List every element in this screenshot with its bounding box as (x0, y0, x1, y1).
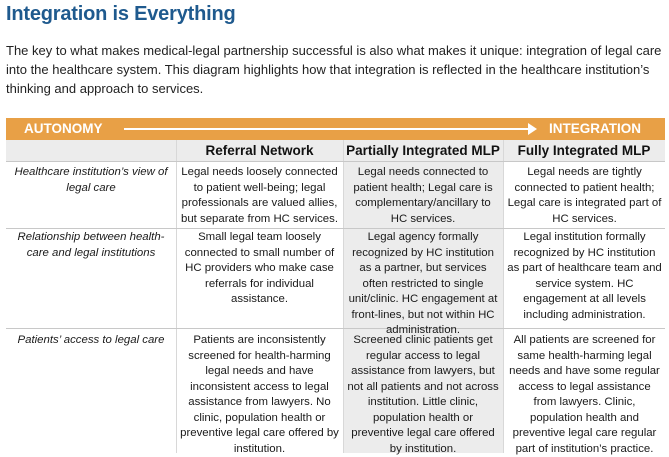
table-cell: All patients are screened for same health-harming legal needs and have some regular access to legal assistance from lawyers. Clinic, population health and preventive legal care regular part of institution’s practice. (509, 334, 660, 455)
header-partially-integrated: Partially Integrated MLP (343, 140, 503, 161)
header-fully-integrated: Fully Integrated MLP (503, 140, 665, 161)
banner-integration-label: INTEGRATION (549, 121, 641, 136)
table-cell: Patients are inconsistently screened for health-harming legal needs and have inconsistent access to legal assistance from lawyers. No clinic, population health or preventive legal care offered by institution. (180, 334, 339, 455)
autonomy-integration-banner (6, 118, 665, 140)
divider (6, 161, 665, 162)
divider (343, 140, 344, 453)
row-label-view-of-legal-care: Healthcare institution’s view of legal care (14, 166, 168, 194)
banner-autonomy-label: AUTONOMY (24, 121, 103, 136)
row-label-patient-access: Patients’ access to legal care (17, 334, 165, 346)
divider (6, 228, 665, 229)
divider (176, 140, 177, 453)
header-referral-network: Referral Network (176, 140, 343, 161)
table-cell: Small legal team loosely connected to small number of HC providers who make case referrals for individual assistance. (184, 231, 335, 305)
corner-header (6, 140, 176, 161)
row-label-relationship: Relationship between health-care and legal institutions (17, 231, 165, 259)
arrow-right-icon (528, 123, 537, 135)
table-cell: Legal needs loosely connected to patient well-being; legal professionals are valued allies, but separate from HC services. (181, 166, 338, 225)
comparison-table (6, 140, 665, 453)
table-cell: Legal needs connected to patient health; Legal care is complementary/ancillary to HC services. (353, 166, 493, 225)
table-cell: Legal institution formally recognized by HC institution as part of healthcare team and service system. HC engagement at all levels including administration. (507, 231, 662, 321)
divider (6, 328, 665, 329)
divider (503, 140, 504, 453)
arrow-line (124, 128, 528, 130)
table-cell: Legal needs are tightly connected to patient health; Legal care is integrated part of HC services. (507, 166, 662, 225)
page-title: Integration is Everything (6, 3, 236, 25)
intro-paragraph: The key to what makes medical-legal partnership successful is also what makes it unique: integration of legal care into the healthcare system. This diagram highlights how that integration is reflected in the healthcare institution’s thinking and approach to services. (6, 43, 662, 96)
table-cell: Screened clinic patients get regular access to legal assistance from lawyers, but not all patients and not across institution. Little clinic, population health or preventive legal care offered by institution. (347, 334, 499, 455)
table-cell: Legal agency formally recognized by HC institution as a partner, but services often restricted to single unit/clinic. HC engagement at front-lines, but not within HC administration. (348, 231, 498, 336)
